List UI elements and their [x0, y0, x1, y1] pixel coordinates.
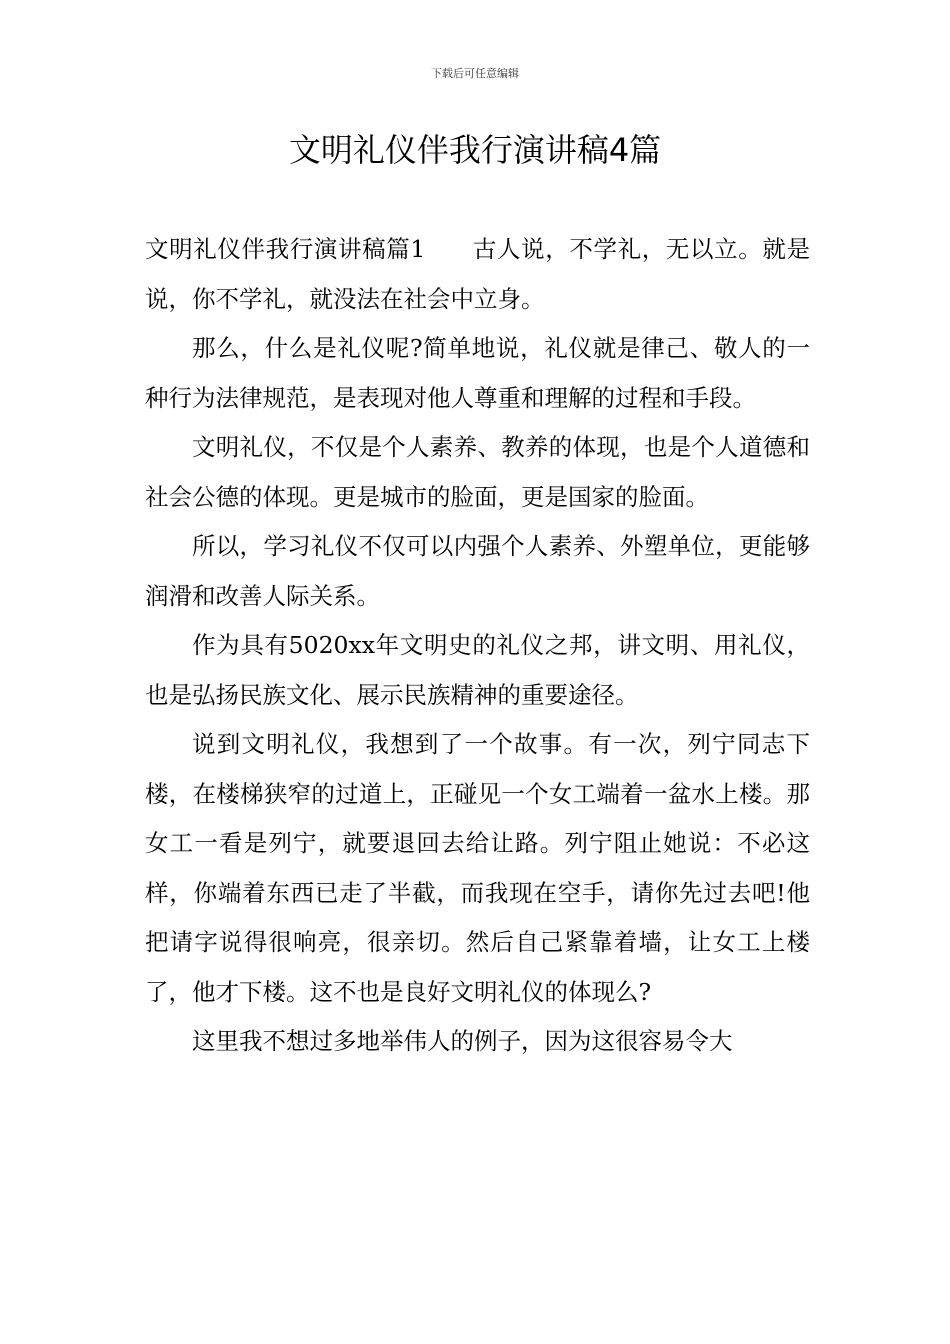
- document-body: [145, 225, 810, 1067]
- paragraph: 那么，什么是礼仪呢?简单地说，礼仪就是律己、敬人的一种行为法律规范，是表现对他人尊重和理解的过程和手段。: [145, 334, 810, 412]
- header-note: 下载后可任意编辑: [431, 67, 519, 80]
- paragraph: 这里我不想过多地举伟人的例子，因为这很容易令大: [192, 1027, 733, 1055]
- section-heading: 文明礼仪伴我行演讲稿篇1: [145, 235, 426, 263]
- paragraph: 所以，学习礼仪不仅可以内强个人素养、外塑单位，更能够润滑和改善人际关系。: [145, 532, 810, 610]
- paragraph: 文明礼仪，不仅是个人素养、教养的体现，也是个人道德和社会公德的体现。更是城市的脸面，更是国家的脸面。: [145, 433, 810, 511]
- paragraph-text: 古人说，不学礼，无以立。就是说，你不学礼，就没法在社会中立身。: [145, 235, 811, 313]
- paragraph: [145, 225, 810, 324]
- paragraph: 作为具有5020xx年文明史的礼仪之邦，讲文明、用礼仪，也是弘扬民族文化、展示民族精神的重要途径。: [145, 631, 810, 709]
- paragraph: 说到文明礼仪，我想到了一个故事。有一次，列宁同志下楼，在楼梯狭窄的过道上，正碰见一个女工端着一盆水上楼。那女工一看是列宁，就要退回去给让路。列宁阻止她说：不必这样，你端着东西已走了半截，而我现在空手，请你先过去吧!他把请字说得很响亮，很亲切。然后自己紧靠着墙，让女工上楼了，他才下楼。这不也是良好文明礼仪的体现么?: [145, 730, 810, 1006]
- document-title: 文明礼仪伴我行演讲稿4篇: [288, 131, 662, 169]
